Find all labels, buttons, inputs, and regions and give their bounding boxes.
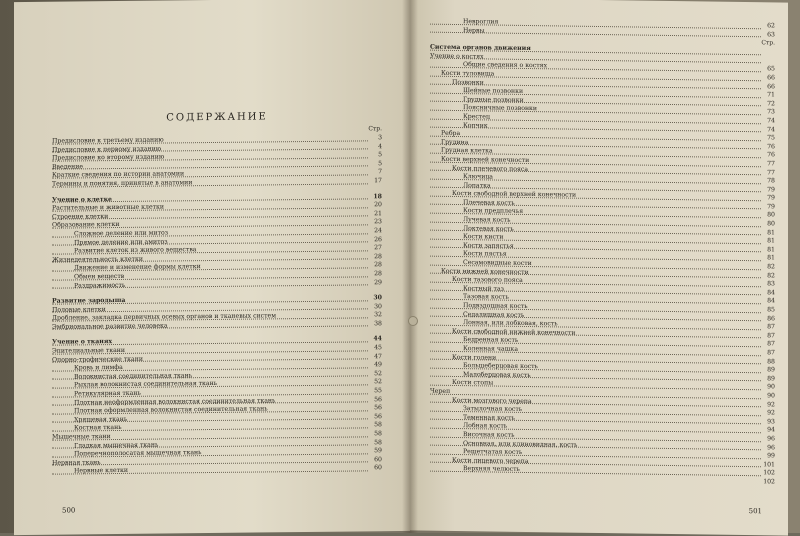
toc-entry-page: 27 [370, 244, 382, 253]
toc-entry-page: 79 [763, 203, 775, 212]
book-spine [402, 0, 418, 533]
toc-entry-page: 87 [763, 341, 775, 350]
toc-entry-title: Кости тазового пояса [452, 276, 525, 286]
toc-entry-title: Кости голени [452, 354, 498, 363]
toc-entry-title: Предисловие к третьему изданию [52, 136, 166, 146]
toc-entry-page: 52 [370, 370, 382, 379]
toc-entry-page: 77 [763, 160, 775, 169]
toc-entry-title: Строение клетки [52, 213, 110, 222]
toc-entry-page: 81 [763, 255, 775, 264]
toc-entry-title: Кости нижней конечности [441, 267, 531, 277]
toc-entry-page: 62 [763, 22, 775, 31]
toc-entry-title: Кости верхней конечности [441, 156, 531, 166]
toc-entry-page: 79 [763, 186, 775, 195]
toc-entry-title: Ключица [463, 173, 495, 182]
toc-entry-title: Кости мозгового черепа [452, 396, 534, 406]
toc-entry-page: 28 [370, 262, 382, 271]
toc-entry-title: Костный таз [463, 285, 506, 294]
toc-entry-title: Предисловие ко второму изданию [52, 154, 166, 164]
toc-entry-title: Лучевая кость [463, 216, 512, 225]
toc-entry-title: Верхняя челюсть [463, 465, 522, 474]
toc-entry-page: 5 [370, 151, 382, 160]
toc-entry-title: Дробление, закладка первичных осевых органов и тканевых систем [52, 313, 278, 324]
toc-entry-page: 75 [763, 134, 775, 143]
toc-entry-page: 88 [763, 358, 775, 367]
toc-entry-title: Прямое деление или амитоз [74, 238, 170, 248]
toc-entry-page: 82 [763, 263, 775, 272]
toc-entry-title: Движение и изменение формы клетки [74, 263, 203, 273]
toc-entry-page: 66 [763, 83, 775, 92]
toc-entry-page: 38 [370, 320, 382, 329]
toc-entry-title: Опорно-трофические ткани [52, 355, 145, 365]
toc-entry-page: 58 [370, 422, 382, 431]
toc-entry-page: 60 [370, 465, 382, 474]
toc-entry-title: Лонная, или лобковая, кость [463, 319, 560, 329]
toc-entry-page: 79 [763, 195, 775, 204]
toc-entry-title: Невроглия [463, 18, 500, 27]
toc-entry-page: 87 [763, 323, 775, 332]
toc-list-left [52, 134, 382, 476]
toc-entry-title: Учение о костях [430, 52, 486, 61]
toc-entry-page: 96 [763, 435, 775, 444]
toc-entry-page: 47 [370, 353, 382, 362]
toc-entry-page: 92 [763, 401, 775, 410]
toc-entry-title: Основная, или клиновидная, кость [463, 440, 579, 450]
toc-entry-title: Общие сведения о костях [463, 61, 549, 71]
toc-entry-page: 96 [763, 444, 775, 453]
toc-entry-title: Система органов движения [430, 44, 533, 54]
toc-entry-title: Ретикулярная ткань [74, 390, 143, 399]
toc-entry-title: Большеберцовая кость [463, 362, 540, 372]
toc-entry-title: Жизнедеятельность клетки [52, 255, 145, 265]
toc-entry-page: 56 [370, 413, 382, 422]
toc-entry-title: Эпителиальные ткани [52, 347, 127, 356]
toc-entry-title: Учение о клетке [52, 196, 114, 205]
toc-entry-page: 29 [370, 279, 382, 288]
toc-entry-page: 78 [763, 177, 775, 186]
toc-entry-title: Височная кость [463, 431, 517, 440]
toc-entry-page: 84 [763, 289, 775, 298]
toc-entry-page: 81 [763, 229, 775, 238]
toc-entry-title: Кости стопы [452, 379, 495, 388]
toc-entry-page: 65 [763, 66, 775, 75]
toc-entry-page: 101 [763, 461, 775, 470]
toc-entry-page: 56 [370, 404, 382, 413]
toc-entry-page: 93 [763, 418, 775, 427]
toc-entry-page: 28 [370, 253, 382, 262]
toc-entry-title: Костная ткань [74, 424, 124, 433]
toc-entry-page: 4 [370, 143, 382, 152]
toc-entry-page: 58 [370, 430, 382, 439]
toc-entry-title: Череп [430, 388, 452, 397]
toc-heading: СОДЕРЖАНИЕ [52, 110, 382, 124]
toc-entry-page: 77 [763, 169, 775, 178]
toc-entry-title: Грудная клетка [441, 147, 495, 156]
toc-entry-title: Подвздошная кость [463, 302, 530, 312]
toc-entry-page: 83 [763, 281, 775, 290]
toc-entry-page: 21 [370, 210, 382, 219]
toc-entry-page: 30 [370, 294, 382, 303]
toc-entry-title: Коленная чашка [463, 345, 520, 354]
toc-entry-page: 99 [763, 452, 775, 461]
toc-entry-title: Кости свободной нижней конечности [452, 328, 578, 338]
toc-entry-page: 82 [763, 272, 775, 281]
toc-entry-title: Локтевая кость [463, 225, 516, 234]
toc-entry-page: 63 [763, 31, 775, 40]
toc-entry-title: Позвонки [452, 79, 486, 88]
toc-entry-page: 80 [763, 220, 775, 229]
toc-entry-page: 81 [763, 238, 775, 247]
toc-entry-page: 80 [763, 212, 775, 221]
toc-entry-title: Малоберцовая кость [463, 371, 533, 381]
toc-entry-page: 59 [370, 447, 382, 456]
toc-entry-page: 5 [370, 160, 382, 169]
toc-entry-page: 90 [763, 392, 775, 401]
toc-entry-page: 94 [763, 427, 775, 436]
toc-entry-page: 87 [763, 332, 775, 341]
toc-entry-title: Тазовая кость [463, 294, 511, 303]
toc-entry-title: Раздражимость [74, 281, 127, 290]
toc-entry-page: 44 [370, 336, 382, 345]
toc-entry-page: 3 [370, 134, 382, 143]
toc-entry-title: Гладкая мышечная ткань [74, 441, 160, 450]
toc-entry-title: Кости плечевого пояса [452, 164, 530, 174]
toc-entry-title: Сесамовидные кости [463, 259, 534, 269]
toc-entry-title: Нервы [463, 27, 486, 36]
toc-entry-title: Кости лицевого черепа [452, 457, 531, 467]
toc-entry-page: 24 [370, 227, 382, 236]
toc-entry-page: 76 [763, 152, 775, 161]
right-page [410, 0, 788, 536]
toc-entry-page: 74 [763, 126, 775, 135]
toc-entry-title: Кровь и лимфа [74, 364, 125, 373]
toc-entry-page: 28 [370, 270, 382, 279]
toc-entry-title: Нервная ткань [52, 459, 103, 468]
toc-entry-page: 55 [370, 387, 382, 396]
toc-entry-page: 30 [370, 303, 382, 312]
toc-entry-title: Седалищная кость [463, 311, 526, 320]
toc-entry-title: Термины и понятия, принятые в анатомии [52, 179, 194, 189]
toc-entry-title: Затылочная кость [463, 405, 524, 414]
toc-entry-page: 7 [370, 169, 382, 178]
toc-entry-page: 102 [763, 478, 775, 487]
toc-entry-page: 23 [370, 219, 382, 228]
toc-entry-page: 89 [763, 366, 775, 375]
toc-entry-title: Предисловие к первому изданию [52, 145, 163, 155]
toc-entry-page: 18 [370, 193, 382, 202]
toc-entry-title: Эмбриональное развитие человека [52, 322, 170, 332]
toc-entry-title: Решетчатая кость [463, 448, 524, 457]
toc-entry-page: 60 [370, 456, 382, 465]
toc-entry-page: 84 [763, 298, 775, 307]
toc-entry-page: 71 [763, 91, 775, 100]
toc-entry-page: 92 [763, 409, 775, 418]
toc-entry-title: Растительные и животные клетки [52, 204, 166, 214]
toc-entry-title: Нервные клетки [74, 467, 130, 476]
page-column-label: Стр. [52, 125, 382, 137]
toc-entry-title: Хрящевая ткань [74, 416, 129, 425]
toc-entry-title: Кости запястья [463, 242, 516, 251]
toc-entry-title: Лобная кость [463, 422, 509, 431]
page-number-right: 501 [749, 507, 762, 515]
toc-entry-title: Развитие зародыша [52, 297, 127, 306]
page-column-label: Стр. [430, 35, 775, 49]
toc-entry-title: Плотная неоформленная волокнистая соединительная ткань [74, 397, 277, 408]
toc-entry-title: Краткие сведения по истории анатомии [52, 171, 186, 181]
toc-entry-title: Крестец [463, 113, 492, 122]
toc-entry-title: Лопатка [463, 182, 493, 191]
toc-entry-page: 85 [763, 306, 775, 315]
toc-right [430, 18, 775, 487]
toc-entry-title: Копчик [463, 122, 490, 131]
toc-entry-title: Кости пястья [463, 251, 509, 260]
toc-entry-title: Рыхлая волокнистая соединительная ткань [74, 380, 219, 390]
toc-entry-title: Плотная оформленная волокнистая соединительная ткань [74, 406, 270, 417]
toc-entry-title: Обмен веществ [74, 273, 126, 282]
toc-entry-page: 87 [763, 349, 775, 358]
toc-entry-title: Учение о тканях [52, 338, 114, 347]
toc-entry-title: Мышечные ткани [52, 433, 113, 442]
toc-entry-page: 66 [763, 74, 775, 83]
toc-entry-page: 102 [763, 470, 775, 479]
toc-entry-title: Плечевая кость [463, 199, 517, 208]
toc-left [52, 110, 382, 476]
toc-entry-page: 72 [763, 100, 775, 109]
toc-entry-page: 20 [370, 201, 382, 210]
toc-entry-title: Теменная кость [463, 414, 517, 423]
toc-entry-page: 32 [370, 312, 382, 321]
toc-entry-title: Половые клетки [52, 306, 108, 315]
toc-entry-page: 89 [763, 375, 775, 384]
toc-entry-page: 56 [370, 396, 382, 405]
toc-entry-page: 26 [370, 236, 382, 245]
toc-list-right [430, 18, 775, 487]
toc-entry-title: Кости свободной верхней конечности [452, 190, 578, 200]
toc-entry-title: Поясничные позвонки [463, 104, 539, 114]
toc-entry-page: 76 [763, 143, 775, 152]
toc-entry-title: Образование клетки [52, 221, 121, 230]
toc-entry-title: Введение [52, 163, 85, 172]
toc-entry-title: Кости кисти [463, 233, 506, 242]
toc-entry-title: Ребра [441, 130, 462, 139]
toc-entry-page: 58 [370, 439, 382, 448]
toc-entry-title: Развитие клеток из живого вещества [74, 246, 199, 256]
toc-entry-page: 52 [370, 379, 382, 388]
toc-entry-title: Волокнистая соединительная ткань [74, 372, 194, 382]
toc-entry-title: Бедренная кость [463, 336, 520, 345]
toc-entry-page: 45 [370, 344, 382, 353]
binding-hole [408, 316, 418, 326]
toc-entry-page: 81 [763, 246, 775, 255]
toc-entry-page: 17 [370, 177, 382, 186]
toc-entry-title: Грудные позвонки [463, 96, 526, 105]
toc-entry-page: 74 [763, 117, 775, 126]
toc-entry-title: Грудина [441, 139, 470, 148]
toc-entry-page: 49 [370, 361, 382, 370]
toc-entry-page: 86 [763, 315, 775, 324]
toc-entry-title: Кости туловища [441, 70, 496, 79]
left-page [14, 0, 410, 535]
toc-entry-title: Сложное деление или митоз [74, 229, 170, 239]
toc-entry-title: Шейные позвонки [463, 87, 525, 96]
page-number-left: 500 [62, 506, 75, 514]
toc-entry-title: Поперечнополосатая мышечная ткань [74, 449, 204, 459]
toc-entry-page: 73 [763, 109, 775, 118]
toc-entry-page: 90 [763, 384, 775, 393]
toc-entry-title: Кости предплечья [463, 208, 525, 217]
